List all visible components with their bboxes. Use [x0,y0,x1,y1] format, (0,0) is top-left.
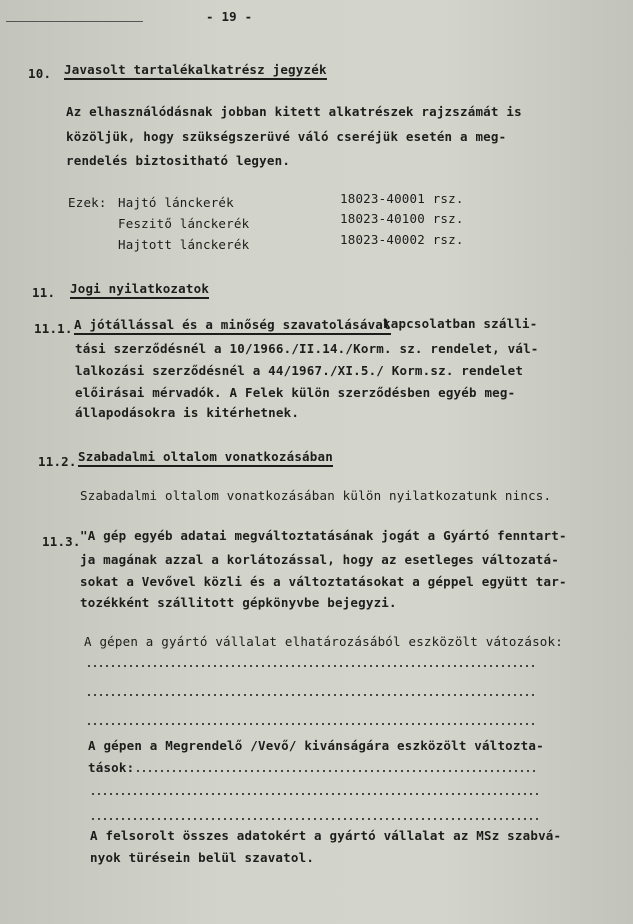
section-11-1-title: A jótállással és a minőség szavatolásával [74,317,391,335]
final-statement-line-2: nyok türésein belül szavatol. [90,850,315,865]
section-11-2-title: Szabadalmi oltalom vonatkozásában [78,449,333,467]
part-code: 18023-40001 rsz. [340,191,464,206]
section-11-3-line-2: ja magának azzal a korlátozással, hogy az esetleges változatá- [80,552,559,567]
customer-changes-label-line-2: tások: [88,760,135,775]
section-11-1-line-4: előirásai mérvadók. A Felek külön szerződésben egyéb meg- [75,385,516,400]
section-11-3-line-3: sokat a Vevővel közli és a változtatásokat a géppel együtt tar- [80,574,567,589]
part-code: 18023-40002 rsz. [340,232,464,247]
part-code: 18023-40100 rsz. [340,211,464,226]
part-name: Hajtó lánckerék [118,195,234,210]
section-11-1-line-1-rest: kapcsolatban szálli- [383,316,538,331]
customer-changes-dotted-line [90,818,539,820]
section-11-2-number: 11.2. [38,454,77,469]
manufacturer-changes-dotted-line [86,723,538,725]
section-10-number: 10. [28,66,52,81]
page-number: - 19 - [206,9,253,24]
section-10-title: Javasolt tartalékalkatrész jegyzék [64,62,327,80]
section-10-paragraph-line-2: közöljük, hogy szükségszerüvé váló cseréjük esetén a meg- [66,129,507,144]
customer-changes-label-line-1: A gépen a Megrendelő /Vevő/ kivánságára eszközölt változta- [88,738,544,753]
section-11-number: 11. [32,285,56,300]
section-10-paragraph-line-1: Az elhasználódásnak jobban kitett alkatrészek rajzszámát is [66,104,522,119]
header-rule [6,21,143,22]
section-11-2-text: Szabadalmi oltalom vonatkozásában külön nyilatkozatunk nincs. [80,488,552,503]
section-10-paragraph-line-3: rendelés biztositható legyen. [66,153,291,168]
section-11-1-line-5: állapodásokra is kitérhetnek. [75,405,300,420]
section-11-1-number: 11.1. [34,321,73,336]
part-name: Hajtott lánckerék [118,237,250,252]
section-11-1-line-2: tási szerződésnél a 10/1966./II.14./Korm. sz. rendelet, vál- [75,341,539,356]
manufacturer-changes-label: A gépen a gyártó vállalat elhatározásából eszközölt vátozások: [84,634,563,649]
section-11-3-line-1: "A gép egyéb adatai megváltoztatásának jogát a Gyártó fenntart- [80,528,567,543]
manufacturer-changes-dotted-line [86,665,538,667]
customer-changes-dotted-line [90,793,539,795]
section-11-1-line-3: lalkozási szerződésnél a 44/1967./XI.5./ Korm.sz. rendelet [75,363,524,378]
parts-intro-label: Ezek: [68,195,107,210]
section-11-3-line-4: tozékként szállitott gépkönyvbe bejegyzi. [80,595,397,610]
manufacturer-changes-dotted-line [86,694,538,696]
final-statement-line-1: A felsorolt összes adatokért a gyártó vállalat az MSz szabvá- [90,828,562,843]
customer-changes-dotted-line [135,770,539,772]
section-11-3-number: 11.3. [42,534,81,549]
section-11-title: Jogi nyilatkozatok [70,281,209,299]
part-name: Feszitő lánckerék [118,216,250,231]
